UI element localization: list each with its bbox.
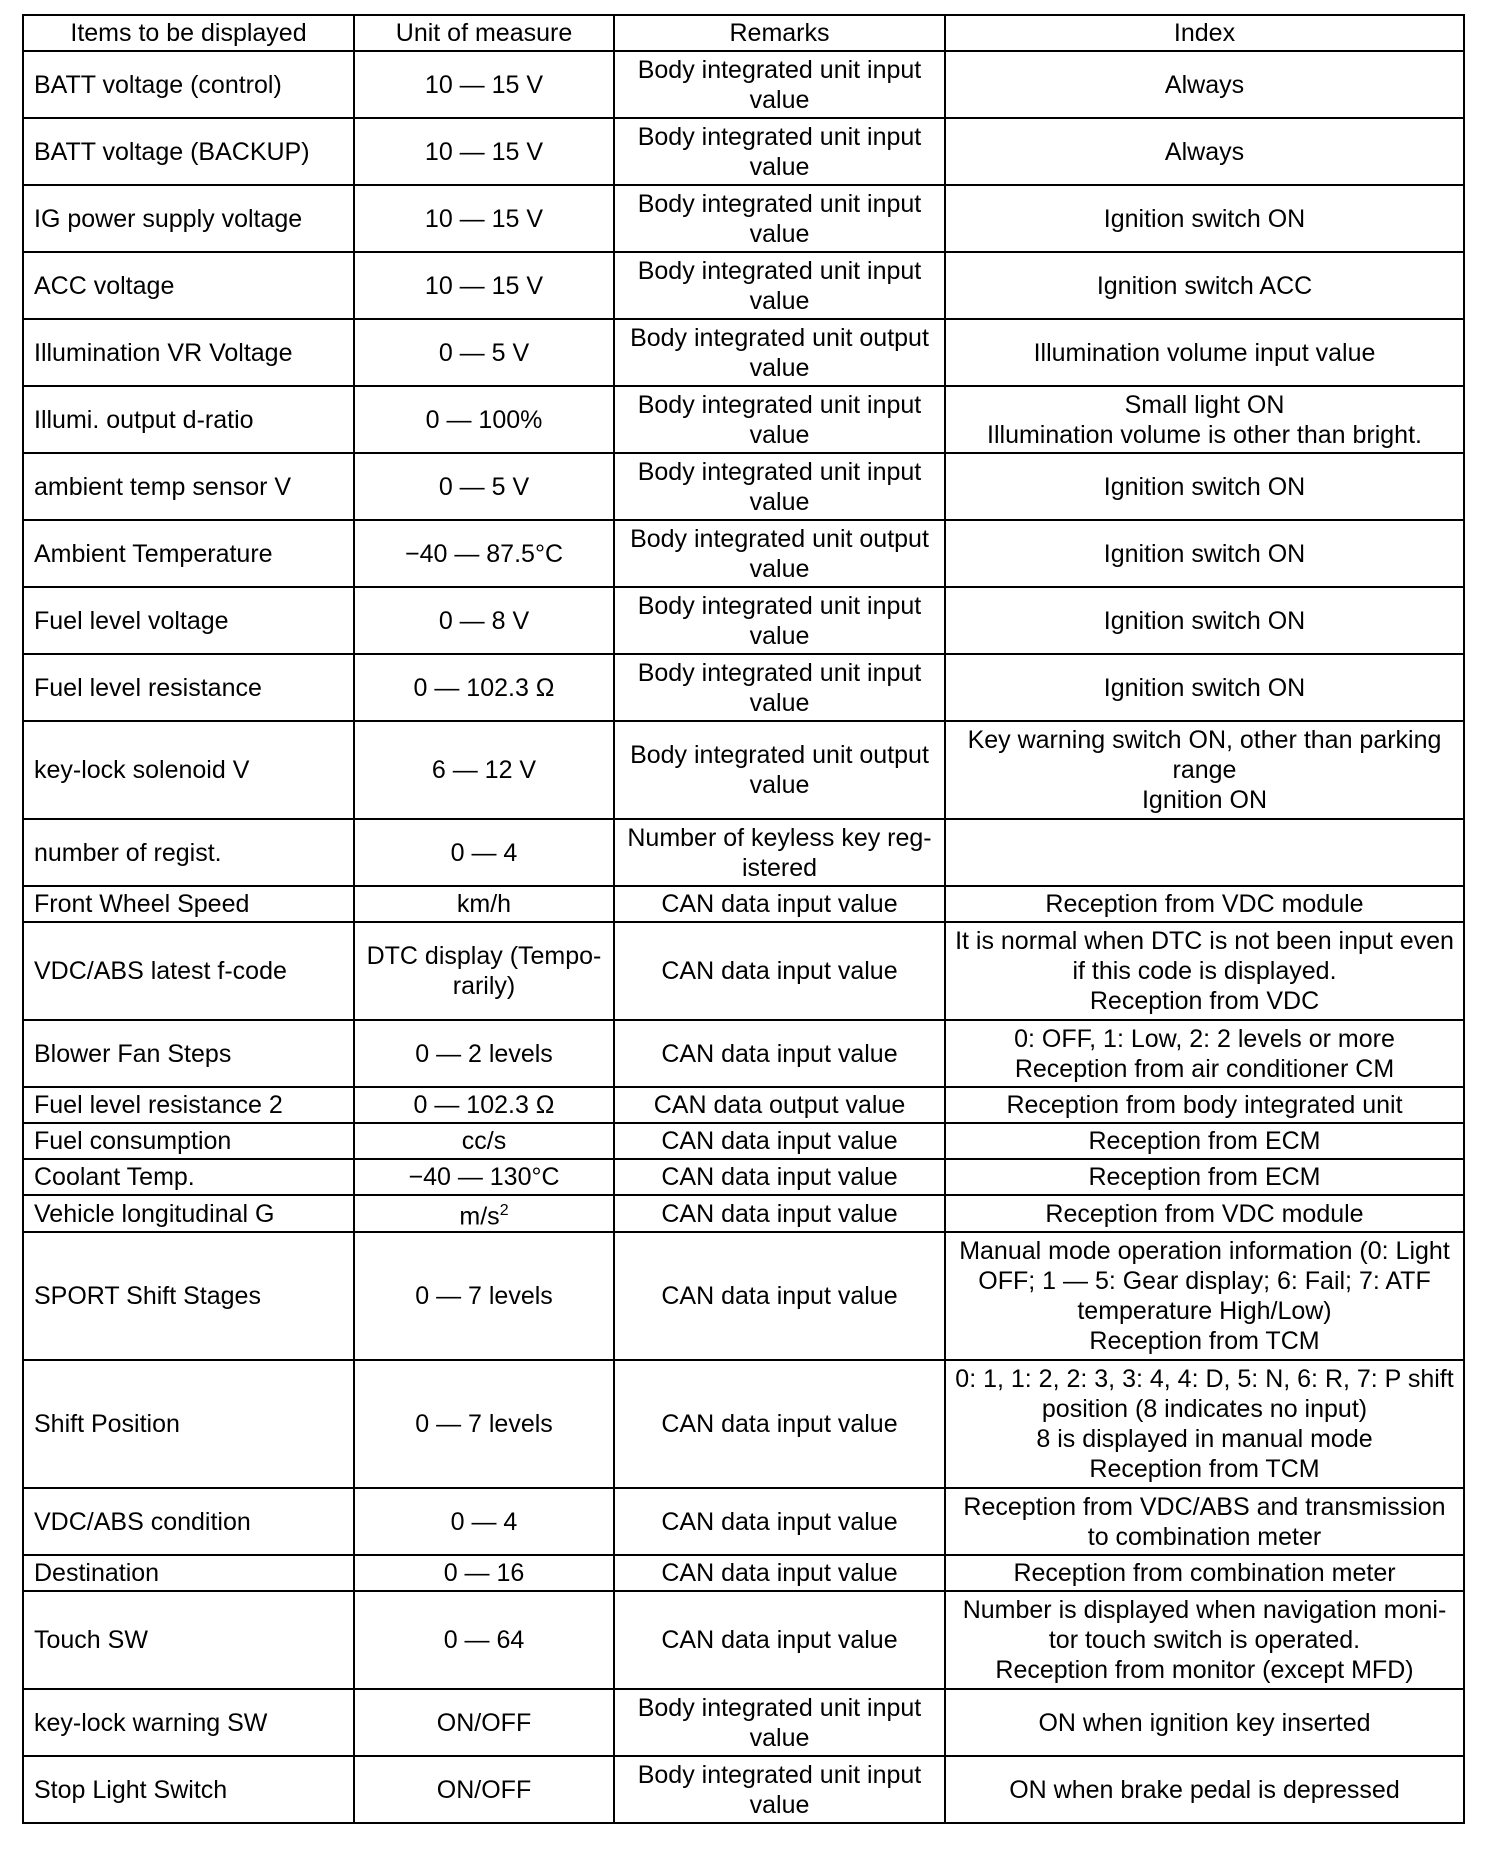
table-row	[23, 386, 1464, 453]
cell-unit: 0 — 102.3 Ω	[354, 1087, 614, 1123]
cell-unit: 0 — 7 levels	[354, 1360, 614, 1488]
cell-index: Ignition switch ON	[945, 185, 1464, 252]
table-row	[23, 319, 1464, 386]
cell-index: Small light ON Illumination volume is other than bright.	[945, 386, 1464, 453]
cell-index: Ignition switch ON	[945, 453, 1464, 520]
table-row	[23, 1020, 1464, 1087]
cell-remarks: CAN data input value	[614, 1159, 945, 1195]
cell-unit: 0 — 4	[354, 819, 614, 886]
cell-index: 0: OFF, 1: Low, 2: 2 levels or more Reception from air conditioner CM	[945, 1020, 1464, 1087]
table-row	[23, 1159, 1464, 1195]
cell-remarks: CAN data input value	[614, 1555, 945, 1591]
cell-item: Stop Light Switch	[23, 1756, 354, 1823]
unit-base: m/s	[459, 1202, 500, 1231]
cell-index: Key warning switch ON, other than parking range Ignition ON	[945, 721, 1464, 819]
cell-index: Illumination volume input value	[945, 319, 1464, 386]
cell-index: Ignition switch ON	[945, 587, 1464, 654]
cell-remarks: CAN data input value	[614, 1195, 945, 1232]
cell-index: ON when ignition key inserted	[945, 1689, 1464, 1756]
table-row	[23, 1488, 1464, 1555]
cell-item: Illumi. output d-ratio	[23, 386, 354, 453]
cell-item: SPORT Shift Stages	[23, 1232, 354, 1360]
cell-item: Fuel level voltage	[23, 587, 354, 654]
cell-remarks: Body integrated unit input value	[614, 587, 945, 654]
cell-item: Ambient Temperature	[23, 520, 354, 587]
cell-index: Reception from body integrated unit	[945, 1087, 1464, 1123]
cell-index: Manual mode operation information (0: Light OFF; 1 — 5: Gear display; 6: Fail; 7: ATF temperature High/Low) Reception from TCM	[945, 1232, 1464, 1360]
cell-item: Fuel level resistance	[23, 654, 354, 721]
cell-index: Ignition switch ON	[945, 654, 1464, 721]
cell-remarks: Body integrated unit output value	[614, 721, 945, 819]
cell-unit: 10 — 15 V	[354, 252, 614, 319]
header-remarks: Remarks	[614, 15, 945, 51]
table-row	[23, 1123, 1464, 1159]
cell-unit: 0 — 2 levels	[354, 1020, 614, 1087]
cell-unit: 0 — 5 V	[354, 453, 614, 520]
cell-remarks: CAN data input value	[614, 1488, 945, 1555]
cell-unit: 0 — 5 V	[354, 319, 614, 386]
cell-index: ON when brake pedal is depressed	[945, 1756, 1464, 1823]
cell-remarks: CAN data input value	[614, 1123, 945, 1159]
cell-remarks: Body integrated unit input value	[614, 1689, 945, 1756]
cell-item: ACC voltage	[23, 252, 354, 319]
cell-unit: −40 — 87.5°C	[354, 520, 614, 587]
cell-remarks: CAN data input value	[614, 1020, 945, 1087]
cell-unit: 10 — 15 V	[354, 51, 614, 118]
cell-unit: 0 — 100%	[354, 386, 614, 453]
table-row	[23, 1689, 1464, 1756]
cell-item: BATT voltage (control)	[23, 51, 354, 118]
header-row	[23, 15, 1464, 51]
cell-item: Destination	[23, 1555, 354, 1591]
header-items: Items to be displayed	[23, 15, 354, 51]
cell-item: Fuel level resistance 2	[23, 1087, 354, 1123]
cell-item: Coolant Temp.	[23, 1159, 354, 1195]
cell-remarks: Body integrated unit input value	[614, 453, 945, 520]
cell-item: ambient temp sensor V	[23, 453, 354, 520]
cell-remarks: Body integrated unit output value	[614, 319, 945, 386]
cell-index: Always	[945, 118, 1464, 185]
cell-unit: 0 — 102.3 Ω	[354, 654, 614, 721]
table-row	[23, 252, 1464, 319]
cell-index: Reception from combination meter	[945, 1555, 1464, 1591]
cell-index: Always	[945, 51, 1464, 118]
cell-index: Reception from VDC/ABS and transmission to combination meter	[945, 1488, 1464, 1555]
unit-superscript: 2	[499, 1202, 509, 1219]
table-row	[23, 1232, 1464, 1360]
cell-unit: 0 — 8 V	[354, 587, 614, 654]
cell-remarks: Body integrated unit input value	[614, 386, 945, 453]
header-unit: Unit of measure	[354, 15, 614, 51]
cell-unit: 0 — 4	[354, 1488, 614, 1555]
cell-remarks: CAN data input value	[614, 1360, 945, 1488]
cell-index: 0: 1, 1: 2, 2: 3, 3: 4, 4: D, 5: N, 6: R, 7: P shift position (8 indicates no input) 8 is displayed in manual mode Reception from TCM	[945, 1360, 1464, 1488]
cell-index: Reception from ECM	[945, 1123, 1464, 1159]
table-row	[23, 520, 1464, 587]
cell-unit: DTC display (Tempo- rarily)	[354, 922, 614, 1020]
table-row	[23, 1195, 1464, 1232]
table-row	[23, 185, 1464, 252]
cell-index: Ignition switch ON	[945, 520, 1464, 587]
cell-item: key-lock solenoid V	[23, 721, 354, 819]
cell-item: Blower Fan Steps	[23, 1020, 354, 1087]
cell-remarks: Body integrated unit input value	[614, 185, 945, 252]
cell-item: Touch SW	[23, 1591, 354, 1689]
cell-remarks: Number of keyless key reg- istered	[614, 819, 945, 886]
cell-remarks: CAN data output value	[614, 1087, 945, 1123]
table-row	[23, 886, 1464, 922]
cell-item: VDC/ABS condition	[23, 1488, 354, 1555]
table-row	[23, 654, 1464, 721]
cell-unit: ON/OFF	[354, 1689, 614, 1756]
table-row	[23, 118, 1464, 185]
cell-unit: −40 — 130°C	[354, 1159, 614, 1195]
table-row	[23, 1087, 1464, 1123]
cell-index: Reception from VDC module	[945, 886, 1464, 922]
table-row	[23, 1555, 1464, 1591]
cell-unit: 10 — 15 V	[354, 185, 614, 252]
cell-index: Ignition switch ACC	[945, 252, 1464, 319]
cell-unit	[354, 1195, 614, 1232]
cell-remarks: Body integrated unit input value	[614, 51, 945, 118]
table-row	[23, 453, 1464, 520]
table-row	[23, 51, 1464, 118]
cell-remarks: Body integrated unit input value	[614, 654, 945, 721]
cell-item: Front Wheel Speed	[23, 886, 354, 922]
table-row	[23, 1360, 1464, 1488]
cell-item: Illumination VR Voltage	[23, 319, 354, 386]
cell-remarks: CAN data input value	[614, 1232, 945, 1360]
header-index: Index	[945, 15, 1464, 51]
cell-remarks: CAN data input value	[614, 886, 945, 922]
cell-item: Shift Position	[23, 1360, 354, 1488]
cell-unit: ON/OFF	[354, 1756, 614, 1823]
cell-index	[945, 819, 1464, 886]
cell-unit: cc/s	[354, 1123, 614, 1159]
cell-index: It is normal when DTC is not been input even if this code is displayed. Reception from VDC	[945, 922, 1464, 1020]
table-row	[23, 819, 1464, 886]
cell-remarks: CAN data input value	[614, 1591, 945, 1689]
cell-unit: 0 — 16	[354, 1555, 614, 1591]
cell-index: Number is displayed when navigation moni- tor touch switch is operated. Reception from monitor (except MFD)	[945, 1591, 1464, 1689]
data-monitor-table	[22, 14, 1465, 1824]
cell-item: BATT voltage (BACKUP)	[23, 118, 354, 185]
table-row	[23, 922, 1464, 1020]
cell-item: key-lock warning SW	[23, 1689, 354, 1756]
cell-item: Vehicle longitudinal G	[23, 1195, 354, 1232]
cell-unit: 6 — 12 V	[354, 721, 614, 819]
cell-index: Reception from VDC module	[945, 1195, 1464, 1232]
cell-remarks: Body integrated unit input value	[614, 118, 945, 185]
cell-index: Reception from ECM	[945, 1159, 1464, 1195]
cell-unit: 10 — 15 V	[354, 118, 614, 185]
cell-unit: 0 — 7 levels	[354, 1232, 614, 1360]
cell-remarks: CAN data input value	[614, 922, 945, 1020]
table-row	[23, 721, 1464, 819]
table-row	[23, 1591, 1464, 1689]
cell-remarks: Body integrated unit input value	[614, 1756, 945, 1823]
cell-unit: 0 — 64	[354, 1591, 614, 1689]
table-row	[23, 1756, 1464, 1823]
cell-item: Fuel consumption	[23, 1123, 354, 1159]
cell-item: IG power supply voltage	[23, 185, 354, 252]
cell-item: number of regist.	[23, 819, 354, 886]
cell-item: VDC/ABS latest f-code	[23, 922, 354, 1020]
table-row	[23, 587, 1464, 654]
cell-remarks: Body integrated unit output value	[614, 520, 945, 587]
cell-remarks: Body integrated unit input value	[614, 252, 945, 319]
cell-unit: km/h	[354, 886, 614, 922]
